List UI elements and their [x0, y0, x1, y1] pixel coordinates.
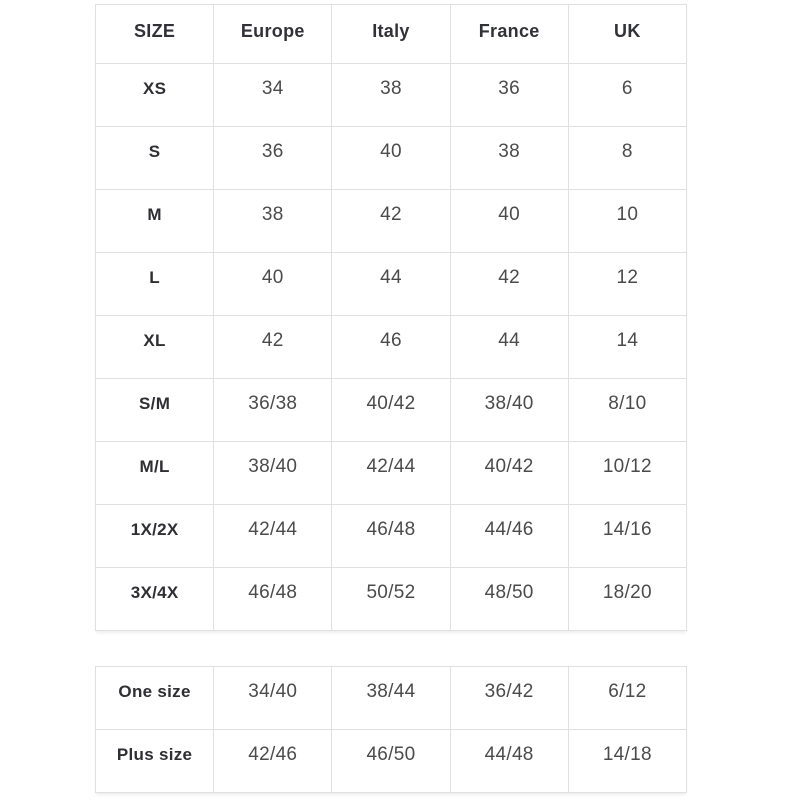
table-row: [96, 190, 687, 253]
value-cell: 50/52: [332, 568, 450, 631]
table-header-row: [96, 5, 687, 64]
table-row: [96, 379, 687, 442]
value-cell: 46/48: [214, 568, 332, 631]
size-label-cell: XS: [96, 64, 214, 127]
value-cell: 40: [332, 127, 450, 190]
table-row: [96, 64, 687, 127]
value-cell: 42/44: [332, 442, 450, 505]
table-row: [96, 253, 687, 316]
value-cell: 42/46: [214, 730, 332, 793]
table-row: [96, 442, 687, 505]
table-body: [96, 667, 687, 793]
value-cell: 6: [568, 64, 686, 127]
value-cell: 14: [568, 316, 686, 379]
value-cell: 48/50: [450, 568, 568, 631]
value-cell: 38/40: [214, 442, 332, 505]
size-conversion-table-main: [95, 4, 687, 631]
size-label-cell: M/L: [96, 442, 214, 505]
table-row: [96, 730, 687, 793]
header-cell-size: SIZE: [96, 5, 214, 64]
value-cell: 10: [568, 190, 686, 253]
value-cell: 44/48: [450, 730, 568, 793]
value-cell: 42/44: [214, 505, 332, 568]
value-cell: 40: [450, 190, 568, 253]
table-row: [96, 568, 687, 631]
value-cell: 14/16: [568, 505, 686, 568]
value-cell: 8/10: [568, 379, 686, 442]
size-label-cell: M: [96, 190, 214, 253]
header-cell-italy: Italy: [332, 5, 450, 64]
value-cell: 18/20: [568, 568, 686, 631]
size-label-cell: S: [96, 127, 214, 190]
size-label-cell: S/M: [96, 379, 214, 442]
value-cell: 44/46: [450, 505, 568, 568]
value-cell: 36/38: [214, 379, 332, 442]
value-cell: 6/12: [568, 667, 686, 730]
value-cell: 42: [214, 316, 332, 379]
value-cell: 38/44: [332, 667, 450, 730]
header-cell-france: France: [450, 5, 568, 64]
value-cell: 38: [450, 127, 568, 190]
value-cell: 8: [568, 127, 686, 190]
value-cell: 40: [214, 253, 332, 316]
header-cell-europe: Europe: [214, 5, 332, 64]
table-row: [96, 127, 687, 190]
value-cell: 44: [332, 253, 450, 316]
value-cell: 46/48: [332, 505, 450, 568]
value-cell: 36: [450, 64, 568, 127]
value-cell: 36: [214, 127, 332, 190]
value-cell: 46/50: [332, 730, 450, 793]
value-cell: 12: [568, 253, 686, 316]
value-cell: 38: [214, 190, 332, 253]
value-cell: 14/18: [568, 730, 686, 793]
size-label-cell: Plus size: [96, 730, 214, 793]
table-row: [96, 667, 687, 730]
value-cell: 38/40: [450, 379, 568, 442]
value-cell: 40/42: [450, 442, 568, 505]
value-cell: 10/12: [568, 442, 686, 505]
table-body: [96, 64, 687, 631]
value-cell: 46: [332, 316, 450, 379]
value-cell: 34/40: [214, 667, 332, 730]
value-cell: 34: [214, 64, 332, 127]
value-cell: 42: [450, 253, 568, 316]
size-label-cell: 3X/4X: [96, 568, 214, 631]
value-cell: 36/42: [450, 667, 568, 730]
table-row: [96, 316, 687, 379]
size-label-cell: L: [96, 253, 214, 316]
value-cell: 38: [332, 64, 450, 127]
size-label-cell: XL: [96, 316, 214, 379]
size-label-cell: 1X/2X: [96, 505, 214, 568]
value-cell: 44: [450, 316, 568, 379]
table-row: [96, 505, 687, 568]
value-cell: 42: [332, 190, 450, 253]
header-cell-uk: UK: [568, 5, 686, 64]
value-cell: 40/42: [332, 379, 450, 442]
size-label-cell: One size: [96, 667, 214, 730]
size-conversion-table-special: [95, 666, 687, 793]
